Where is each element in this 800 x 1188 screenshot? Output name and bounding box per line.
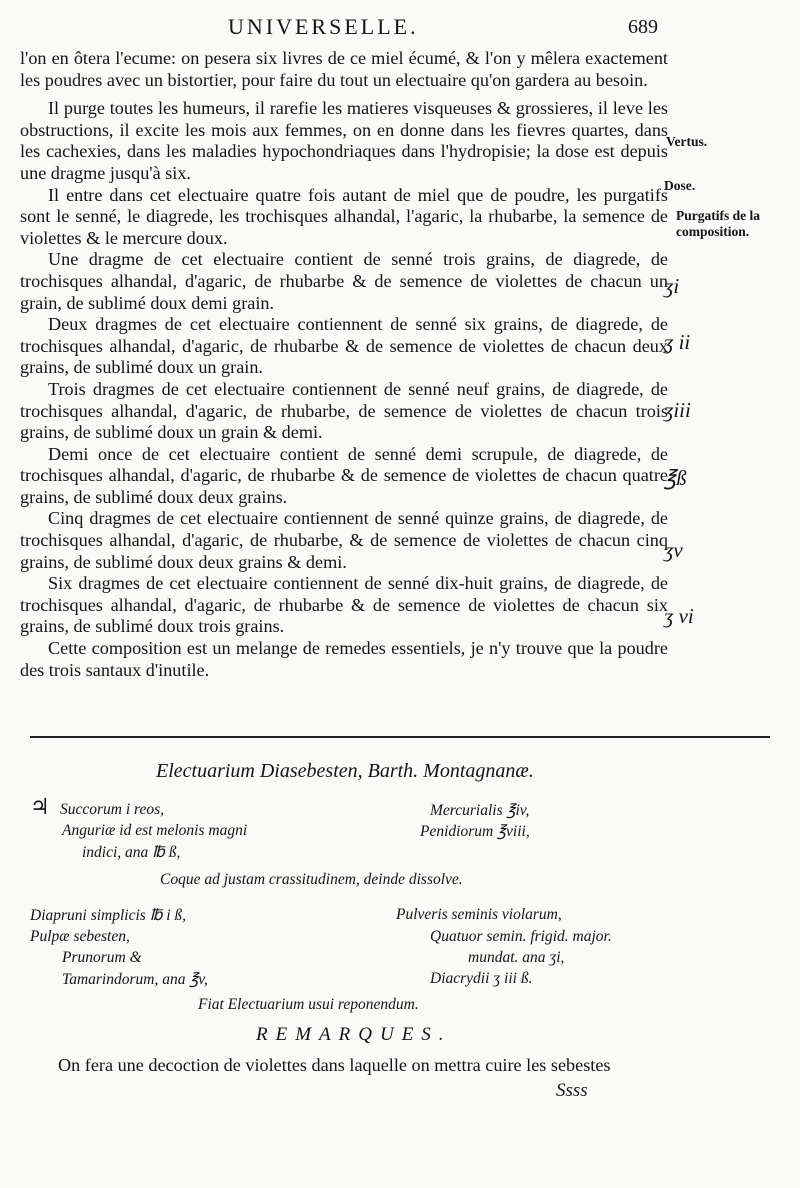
paragraph: Cette composition est un melange de remedes essentiels, je n'y trouve que la poudre des trois santaux d'inutile. bbox=[20, 638, 668, 680]
main-text bbox=[20, 48, 668, 681]
recipe-line: Mercurialis ℥iv, bbox=[430, 802, 530, 819]
recipe-line: Penidiorum ℥viii, bbox=[420, 823, 530, 840]
remarques-text: On fera une decoction de violettes dans laquelle on mettra cuire les sebestes bbox=[58, 1055, 611, 1075]
dose-mark-six-drams: ʒ vi bbox=[664, 604, 694, 628]
paragraph: Il purge toutes les humeurs, il rarefie les matieres visqueuses & grossieres, il leve les obstructions, il excite les mois aux femmes, on en donne dans les fievres quartes, dans les cachexies, dans les maladies hypochondriaques dans l'hydropisie; la dose est depuis une dragme jusqu'à six. bbox=[20, 98, 668, 183]
paragraph: Cinq dragmes de cet electuaire contiennent de senné quinze grains, de diagrede, de trochisques alhandal, d'agaric, de rhubarbe, & de semence de violettes de chacun cinq grains, de sublimé doux deux grains & demi. bbox=[20, 508, 668, 572]
recipe-line: Pulpæ sebesten, bbox=[30, 928, 130, 945]
remarques-heading: REMARQUES. bbox=[256, 1024, 452, 1045]
recipe-line: Diacrydii ʒ iii ß. bbox=[430, 970, 533, 987]
paragraph: Trois dragmes de cet electuaire contiennent de senné neuf grains, de diagrede, de trochisques alhandal, d'agaric, de rhubarbe, de semence de violettes de chacun trois grains, de sublimé doux un grain & demi. bbox=[20, 378, 668, 443]
recipe-line: indici, ana ℔ ß, bbox=[82, 844, 181, 861]
recipe-symbol: ♃ bbox=[30, 794, 50, 819]
dose-mark-two-drams: ʒ ii bbox=[664, 330, 691, 354]
section-rule bbox=[30, 736, 770, 738]
margin-note-vertus: Vertus. bbox=[666, 134, 708, 149]
recipe-title: Electuarium Diasebesten, Barth. Montagnanæ. bbox=[156, 760, 534, 782]
signature-mark: Ssss bbox=[556, 1080, 588, 1101]
recipe-line: Diapruni simplicis ℔ i ß, bbox=[30, 907, 187, 924]
paragraph: Deux dragmes de cet electuaire contiennent de senné six grains, de diagrede, de trochisques alhandal, d'agaric, de rhubarbe & de semence de violettes de chacun deux grains, de sublimé doux un grain. bbox=[20, 314, 668, 378]
recipe-line: Anguriæ id est melonis magni bbox=[62, 822, 248, 839]
paragraph: Il entre dans cet electuaire quatre fois autant de miel que de poudre, les purgatifs sont le senné, le diagrede, les trochisques alhandal, l'agaric, la rhubarbe, la semence de violettes & le mercure doux. bbox=[20, 184, 668, 248]
margin-note-purgatifs: Purgatifs de la composition. bbox=[676, 208, 760, 239]
dose-mark-three-drams: ʒiii bbox=[664, 398, 691, 422]
recipe-line: mundat. ana ʒi, bbox=[468, 949, 565, 966]
recipe-line: Pulveris seminis violarum, bbox=[396, 906, 562, 923]
recipe-line: Prunorum & bbox=[62, 949, 142, 966]
recipe-line: Succorum i reos, bbox=[60, 801, 165, 818]
dose-mark-half-ounce: ℥ß bbox=[664, 466, 687, 490]
recipe-line: Fiat Electuarium usui reponendum. bbox=[198, 996, 419, 1013]
paragraph: Six dragmes de cet electuaire contiennent de senné dix-huit grains, de diagrede, de trochisques alhandal, d'agaric, de rhubarbe & de semence de violettes de chacun six grains, de sublimé doux trois grains. bbox=[20, 573, 668, 637]
dose-mark-one-dram: ʒi bbox=[664, 274, 680, 298]
recipe-line: Coque ad justam crassitudinem, deinde dissolve. bbox=[160, 871, 463, 888]
recipe-line: Quatuor semin. frigid. major. bbox=[430, 928, 612, 945]
paragraph: Une dragme de cet electuaire contient de senné trois grains, de diagrede, de trochisques alhandal, d'agaric, de rhubarbe & de semence de violettes de chacun un grain, de sublimé doux demi grain. bbox=[20, 249, 668, 313]
page-number: 689 bbox=[628, 16, 658, 38]
recipe-line: Tamarindorum, ana ℥v, bbox=[62, 971, 208, 988]
dose-mark-five-drams: ʒv bbox=[664, 538, 683, 562]
margin-note-dose: Dose. bbox=[664, 178, 696, 193]
running-head: UNIVERSELLE. bbox=[228, 14, 419, 39]
paragraph: Demi once de cet electuaire contient de senné demi scrupule, de diagrede, de trochisques alhandal, d'agaric, de rhubarbe & de semence de violettes de chacun quatre grains, de sublimé doux deux grains. bbox=[20, 443, 668, 507]
paragraph: l'on en ôtera l'ecume: on pesera six livres de ce miel écumé, & l'on y mêlera exactement les poudres avec un bistortier, pour faire du tout un electuaire qu'on gardera au besoin. bbox=[20, 48, 668, 90]
